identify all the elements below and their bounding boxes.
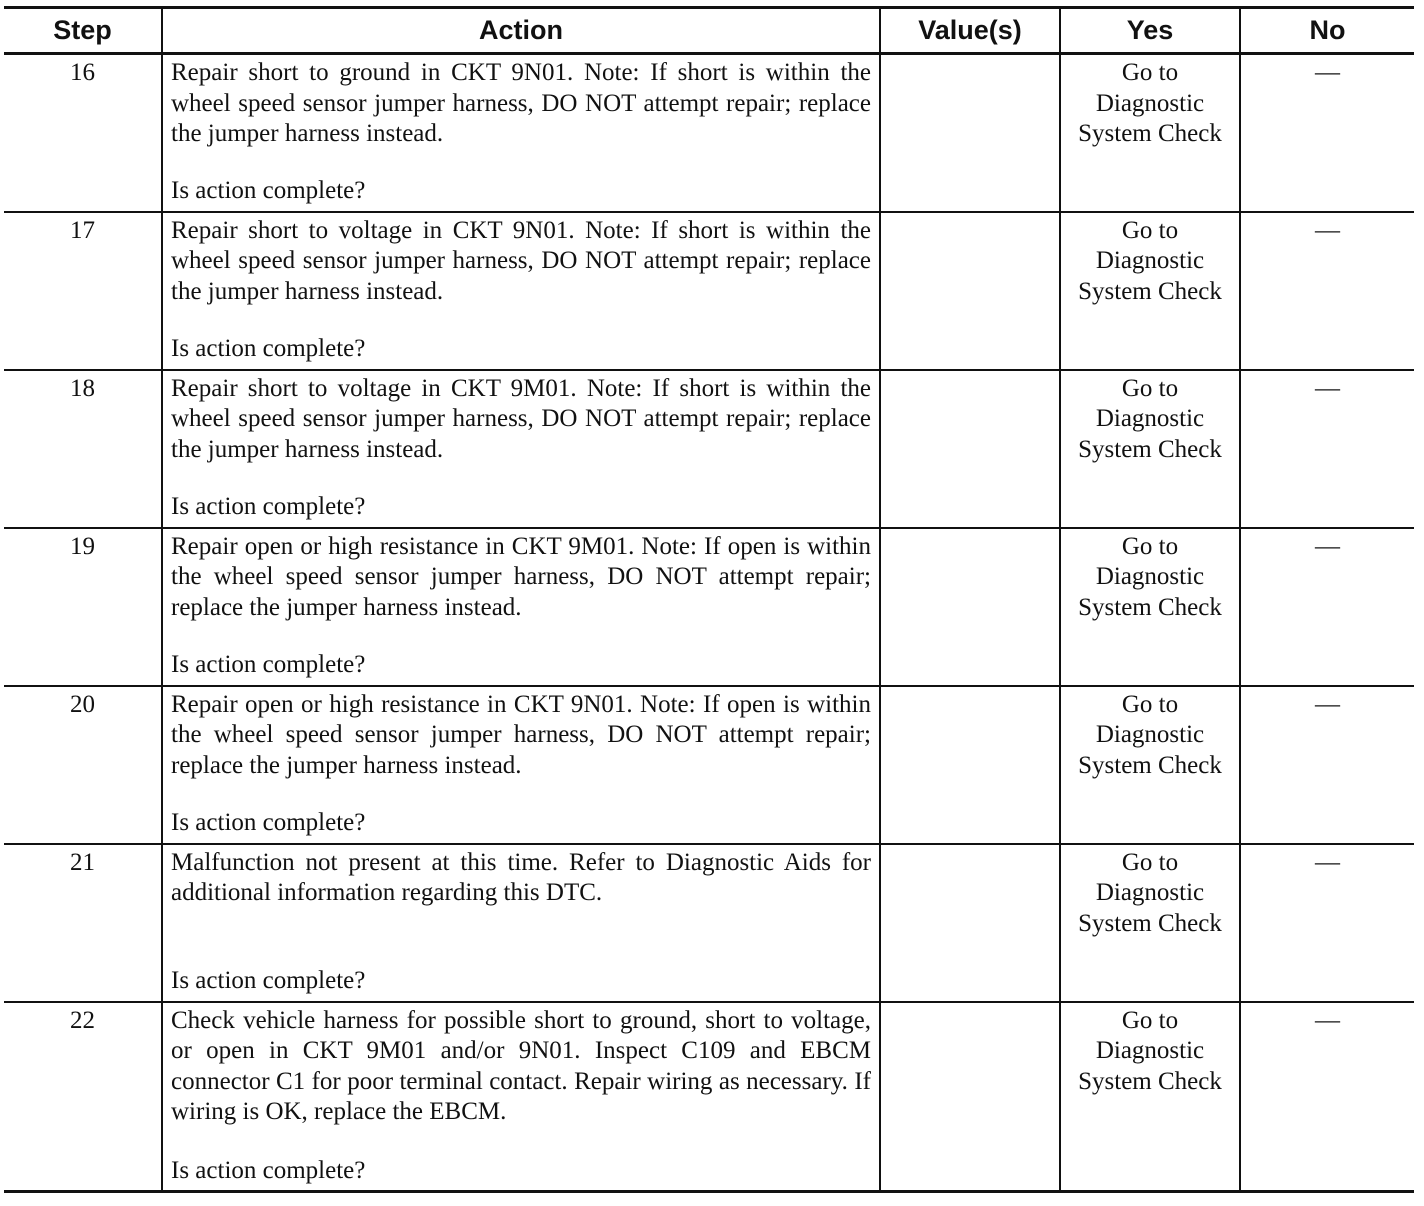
value-cell: [880, 212, 1060, 370]
action-cell: [162, 686, 880, 844]
yes-cell: Go to Diagnostic System Check: [1060, 1002, 1240, 1192]
yes-cell: Go to Diagnostic System Check: [1060, 686, 1240, 844]
yes-cell: Go to Diagnostic System Check: [1060, 212, 1240, 370]
header-step: Step: [53, 15, 112, 45]
action-cell: [162, 212, 880, 370]
step-number: 20: [70, 690, 95, 718]
value-cell: [880, 1002, 1060, 1192]
yes-cell: Go to Diagnostic System Check: [1060, 528, 1240, 686]
value-cell: [880, 528, 1060, 686]
action-question: Is action complete?: [171, 177, 366, 204]
header-yes: Yes: [1060, 8, 1240, 54]
action-question: Is action complete?: [171, 493, 366, 520]
header-action: Action: [162, 8, 880, 54]
no-cell: —: [1240, 370, 1414, 528]
action-text: Repair short to voltage in CKT 9N01. Note: If short is within the wheel speed sensor jumper harness, DO NOT attempt repair; replace the jumper harness instead.: [171, 216, 871, 305]
action-question: Is action complete?: [171, 651, 366, 678]
table-row: [4, 1002, 1414, 1192]
action-text: Repair short to ground in CKT 9N01. Note: If short is within the wheel speed sensor jumper harness, DO NOT attempt repair; replace the jumper harness instead.: [171, 59, 871, 147]
yes-cell: Go to Diagnostic System Check: [1060, 370, 1240, 528]
step-number: 16: [70, 59, 95, 86]
action-cell: [162, 54, 880, 212]
yes-cell: Go to Diagnostic System Check: [1060, 54, 1240, 212]
step-number: 22: [70, 1006, 95, 1034]
value-cell: [880, 844, 1060, 1002]
action-question: Is action complete?: [171, 1156, 366, 1184]
action-cell: [162, 370, 880, 528]
step-number: 19: [70, 532, 95, 560]
action-question: Is action complete?: [171, 809, 366, 836]
action-text: Repair open or high resistance in CKT 9N01. Note: If open is within the wheel speed sensor jumper harness, DO NOT attempt repair; replace the jumper harness instead.: [171, 690, 871, 779]
table-row: [4, 686, 1414, 844]
action-cell: [162, 844, 880, 1002]
value-cell: [880, 54, 1060, 212]
table-row: [4, 370, 1414, 528]
no-cell: —: [1240, 1002, 1414, 1192]
no-cell: —: [1240, 528, 1414, 686]
table-row: [4, 528, 1414, 686]
table-row: [4, 844, 1414, 1002]
action-question: Is action complete?: [171, 335, 366, 362]
diagnostic-table: [4, 6, 1414, 1193]
action-cell: [162, 528, 880, 686]
action-text: Repair open or high resistance in CKT 9M01. Note: If open is within the wheel speed sensor jumper harness, DO NOT attempt repair; replace the jumper harness instead.: [171, 532, 871, 621]
step-number: 17: [70, 216, 95, 244]
table-header-row: [4, 8, 1414, 54]
header-no: No: [1240, 8, 1414, 54]
action-text: Repair short to voltage in CKT 9M01. Note: If short is within the wheel speed sensor jumper harness, DO NOT attempt repair; replace the jumper harness instead.: [171, 374, 871, 463]
header-values: Value(s): [880, 8, 1060, 54]
diagnostic-table-page: [4, 6, 1414, 1193]
step-number: 18: [70, 374, 95, 402]
no-cell: —: [1240, 844, 1414, 1002]
no-cell: —: [1240, 212, 1414, 370]
table-row: [4, 212, 1414, 370]
step-number: 21: [70, 848, 95, 876]
action-cell: [162, 1002, 880, 1192]
yes-cell: Go to Diagnostic System Check: [1060, 844, 1240, 1002]
action-text: Check vehicle harness for possible short to ground, short to voltage, or open in CKT 9M01 and/or 9N01. Inspect C109 and EBCM connector C1 for poor terminal contact. Repair wiring as necessary. If wiring is OK, replace the EBCM.: [171, 1006, 871, 1125]
action-text: Malfunction not present at this time. Refer to Diagnostic Aids for additional information regarding this DTC.: [171, 848, 871, 906]
no-cell: —: [1240, 686, 1414, 844]
table-row: [4, 54, 1414, 212]
value-cell: [880, 686, 1060, 844]
no-cell: —: [1240, 54, 1414, 212]
value-cell: [880, 370, 1060, 528]
action-question: Is action complete?: [171, 967, 366, 994]
